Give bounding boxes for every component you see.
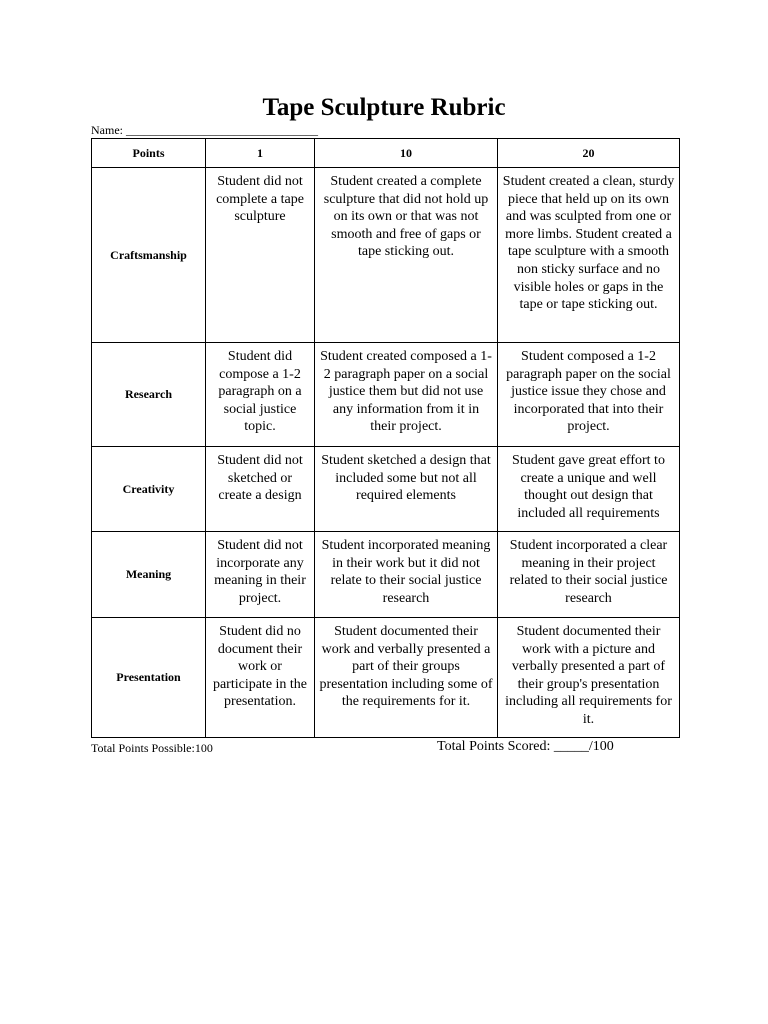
header-score-1: 1 (206, 139, 315, 168)
descriptor-cell: Student did not sketched or create a design (206, 447, 315, 532)
page-title: Tape Sculpture Rubric (262, 94, 506, 121)
criterion-label: Presentation (92, 618, 206, 738)
criterion-label: Research (92, 343, 206, 447)
table-header-row (92, 139, 680, 168)
descriptor-cell: Student sketched a design that included some but not all required elements (315, 447, 498, 532)
criterion-label: Creativity (92, 447, 206, 532)
table-row-craftsmanship (92, 168, 680, 343)
rubric-table (91, 138, 680, 738)
descriptor-cell: Student composed a 1-2 paragraph paper on the social justice issue they chose and incorporated that into their project. (498, 343, 680, 447)
header-points: Points (92, 139, 206, 168)
name-field-line: Name: ________________________________ (91, 123, 318, 137)
table-row-presentation (92, 618, 680, 738)
descriptor-cell: Student incorporated a clear meaning in their project related to their social justice research (498, 532, 680, 618)
descriptor-cell: Student did compose a 1-2 paragraph on a social justice topic. (206, 343, 315, 447)
criterion-label: Craftsmanship (92, 168, 206, 343)
descriptor-cell: Student documented their work and verbally presented a part of their groups presentation including some of the requirements for it. (315, 618, 498, 738)
descriptor-cell: Student created composed a 1-2 paragraph paper on a social justice them but did not use any information from it in their project. (315, 343, 498, 447)
header-score-10: 10 (315, 139, 498, 168)
table-row-creativity (92, 447, 680, 532)
descriptor-cell: Student gave great effort to create a unique and well thought out design that included all requirements (498, 447, 680, 532)
header-score-20: 20 (498, 139, 680, 168)
descriptor-cell: Student incorporated meaning in their work but it did not relate to their social justice research (315, 532, 498, 618)
descriptor-cell: Student did no document their work or participate in the presentation. (206, 618, 315, 738)
table-row-research (92, 343, 680, 447)
descriptor-cell: Student documented their work with a picture and verbally presented a part of their group's presentation including all requirements for it. (498, 618, 680, 738)
total-points-possible: Total Points Possible:100 (91, 741, 213, 755)
descriptor-cell: Student did not incorporate any meaning in their project. (206, 532, 315, 618)
total-points-scored: Total Points Scored: _____/100 (437, 739, 614, 754)
table-row-meaning (92, 532, 680, 618)
descriptor-cell: Student created a complete sculpture that did not hold up on its own or that was not smooth and free of gaps or tape sticking out. (315, 168, 498, 343)
descriptor-cell: Student did not complete a tape sculpture (206, 168, 315, 343)
descriptor-cell: Student created a clean, sturdy piece that held up on its own and was sculpted from one or more limbs. Student created a tape sculpture with a smooth non sticky surface and no visible holes or gaps in the tape or tape sticking out. (498, 168, 680, 343)
criterion-label: Meaning (92, 532, 206, 618)
